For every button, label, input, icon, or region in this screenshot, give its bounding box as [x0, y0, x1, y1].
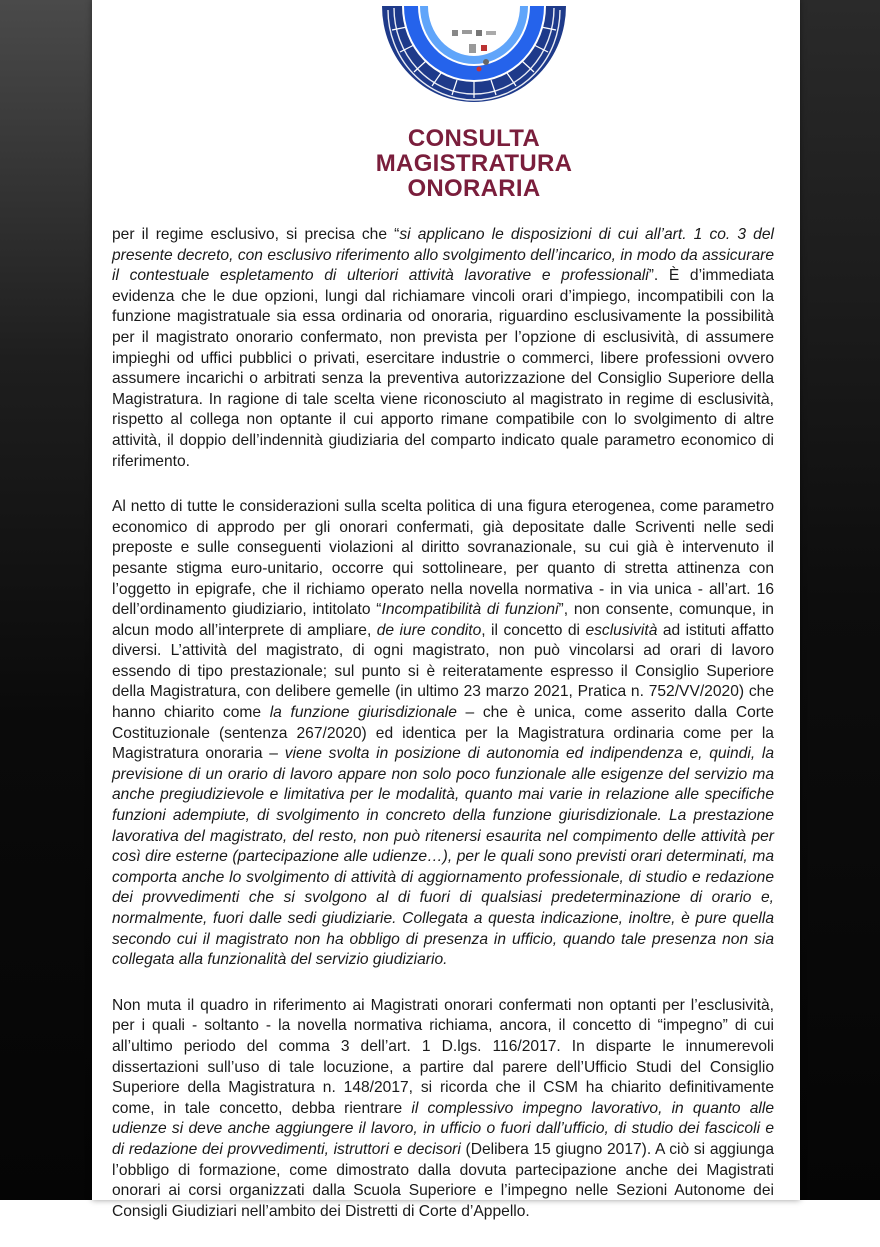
italic-text-segment: la funzione giurisdizionale [269, 704, 457, 722]
logo-line-3: ONORARIA [407, 175, 541, 202]
paragraph [112, 225, 774, 472]
italic-text-segment: de iure condito [376, 621, 482, 639]
text-segment: , il concetto di [481, 621, 586, 639]
text-segment: – che è unica, come asserito dalla Corte Costituzionale (sentenza 267/2020) ed identica per la Magistratura ordinaria come per la Magistratura onoraria – [112, 704, 774, 763]
logo-wordmark [374, 126, 574, 201]
text-segment: per il regime esclusivo, si precisa che “ [112, 226, 400, 243]
paragraph [112, 497, 774, 971]
italic-text-segment: il complessivo impegno lavorativo, in quanto alle udienze si deve anche aggiungere il lavoro, in ufficio o fuori dall’ufficio, di studio dei fascicoli e di redazione dei provvedimenti, istruttori e decisori [112, 1099, 775, 1158]
text-segment: (Delibera 15 giugno 2017). A ciò si aggiunga l’obbligo di formazione, come dimostrato dalla dovuta partecipazione anche dei Magistrati onorari ai corsi organizzati dalla Scuola Superiore e l’impegno nelle Sezioni Autonome dei Consigli Giudiziari nell’ambito dei Distretti di Corte d’Appello. [112, 1140, 774, 1220]
paragraph [112, 996, 774, 1223]
italic-text-segment: si applicano le disposizioni di cui all’art. 1 co. 3 del presente decreto, con esclusivo riferimento allo svolgimento dell’incarico, in modo da assicurare il contestuale espletamento di ulteriori attività lavorative e professionali [112, 226, 774, 285]
logo-line-2: MAGISTRATURA [375, 150, 573, 177]
text-segment: Non muta il quadro in riferimento ai Magistrati onorari confermati non optanti per l’esclusività, per i quali - soltanto - la novella normativa richiama, ancora, il concetto di “impegno” di cui all’ultimo periodo del comma 3 dell’art. 1 D.lgs. 116/2017. In disparte le innumerevoli dissertazioni sull’uso di tale locuzione, a partire dal parere dell’Ufficio Studi del Consiglio Superiore della Magistratura n. 148/2017, si ricorda che il CSM ha chiarito definitivamente come, in tale concetto, debba rientrare [112, 996, 774, 1117]
background-left [0, 0, 105, 1200]
logo-line-1: CONSULTA [407, 125, 541, 152]
text-segment: ”, non consente, comunque, in alcun modo all’interprete di ampliare, [112, 601, 774, 639]
text-segment: ad istituti affatto diversi. L’attività del magistrato, di ogni magistrato, non può vincolarsi ad orari di lavoro essendo di tipo prestazionale; sul punto si è reiteratamente espresso il Consiglio Superiore della Magistratura, con delibere gemelle (in ultimo 23 marzo 2021, Pratica n. 752/VV/2020) che hanno chiarito come [112, 621, 774, 722]
text-segment: Al netto di tutte le considerazioni sulla scelta politica di una figura eterogenea, come parametro economico di approdo per gli onorari confermati, già depositate dalle Scriventi nelle sedi preposte e sulle conseguenti violazioni al diritto sovranazionale, su cui già è intervenuto il pesante stigma euro-unitario, occorre qui sottolineare, per quanto di stretta attinenza con l’oggetto in epigrafe, che il richiamo operato nella novella normativa - in via unica - all’art. 16 dell’ordinamento giudiziario, intitolato “ [112, 498, 774, 619]
document-body [112, 225, 774, 1247]
italic-text-segment: viene svolta in posizione di autonomia ed indipendenza e, quindi, la previsione di un orario di lavoro appare non solo poco funzionale alle esigenze del servizio ma anche pregiudizievole e limitativa per le modalità, quanto mai varie in relazione alle specifiche funzioni adempiute, di svolgimento in concreto della funzione giurisdizionale. La prestazione lavorativa del magistrato, del resto, non può ritenersi esaurita nel compimento delle attività per così dire esterne (partecipazione alle udienze…), per le quali sono previsti orari determinati, ma comporta anche lo svolgimento di attività di aggiornamento professionale, di studio e redazione dei provvedimenti che si svolgono al di fuori di qualsiasi predeterminazione di orario e, normalmente, fuori dalle sedi giudiziarie. Collegata a questa indicazione, inoltre, è pure quella secondo cui il magistrato non ha obbligo di presenza in ufficio, quando tale presenza non sia collegata alla funzionalità del servizio giudiziario. [112, 745, 774, 969]
text-segment: ”. È d’immediata evidenza che le due opzioni, lungi dal richiamare vincoli orari d’impiego, incompatibili con la funzione magistratuale sia essa ordinaria od onoraria, riguardino esclusivamente la possibilità per il magistrato onorario confermato, non prevista per l’opzione di esclusività, di assumere impieghi od uffici pubblici o privati, esercitare industrie o commerci, libere professioni ovvero assumere incarichi o arbitrati senza la preventiva autorizzazione del Consiglio Superiore della Magistratura. In ragione di tale scelta viene riconosciuto al magistrato in regime di esclusività, rispetto al collega non optante il cui apporto rimane compatibile con lo svolgimento di altre attività, il doppio dell’indennità giudiziaria del comparto indicato quale parametro economico di riferimento. [112, 267, 774, 470]
italic-text-segment: esclusività [585, 621, 658, 639]
consulta-logo [374, 0, 574, 215]
amphitheatre-logo-icon [374, 0, 574, 125]
italic-text-segment: Incompatibilità di funzioni [381, 601, 559, 619]
